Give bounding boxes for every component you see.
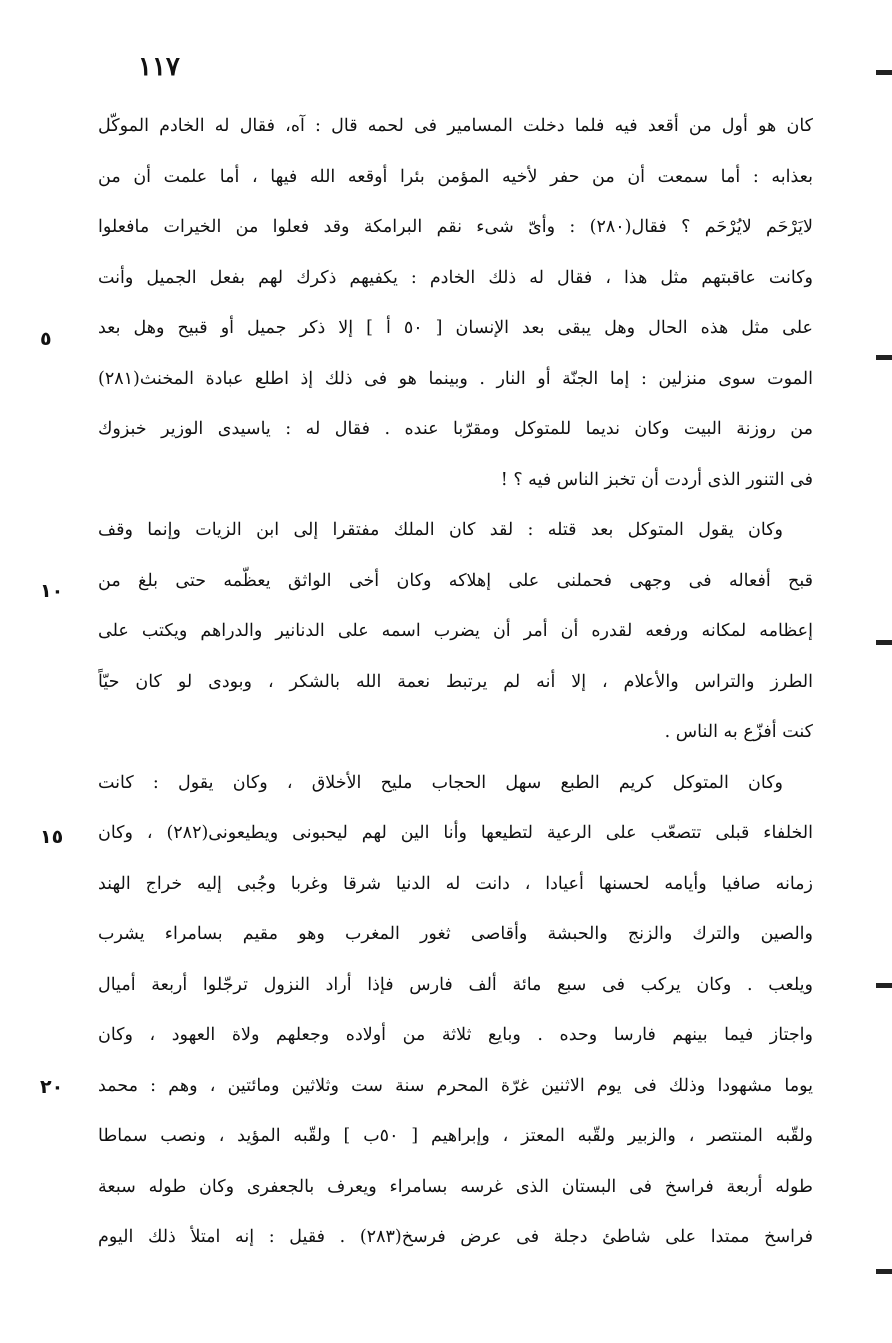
text-line: الخلفاء قبلى تتصعّب على الرعية لتطيعها وأنا الين لهم ليحبونى ويطيعونى(٢٨٢) ، وكان [98,823,813,843]
text-line: الطرز والتراس والأعلام ، إلا أنه لم يرتبط نعمة الله بالشكر ، وبودى لو كان حيّاً [98,671,813,692]
text-line: والصين والترك والزنج والحبشة وأقاصى ثغور المغرب وهو مقيم بسامراء يشرب [98,924,813,944]
text-line: طوله أربعة فراسخ فى البستان الذى غرسه بسامراء ويعرف بالجعفرى وكان طوله سبعة [98,1176,813,1197]
text-line: كنت أفزّع به الناس . [664,722,813,742]
margin-tick [876,70,892,75]
margin-tick [876,640,892,645]
line-number-20: ٢٠ [40,1076,64,1098]
text-line: واجتاز فيما بينهم فارسا وحده . وبايع ثلاثة من أولاده وجعلهم ولاة العهود ، وكان [98,1025,813,1045]
text-line: وكان المتوكل كريم الطبع سهل الحجاب مليح الأخلاق ، وكان يقول : كانت [98,772,783,793]
text-line: زمانه صافيا وأيامه لحسنها أعيادا ، دانت له الدنيا شرقا وغربا وجُبى إليه خراج الهند [98,873,813,894]
text-line: قبح أفعاله فى وجهى فحملنى على إهلاكه وكان أخى الواثق يعظّمه حتى بلغ من [98,570,813,591]
line-number-5: ٥ [40,328,52,350]
text-line: بعذابه : أما سمعت أن من حفر لأخيه المؤمن بئرا أوقعه الله فيها ، أما علمت أن من [98,166,813,187]
page-number: ١١٧ [138,52,180,82]
text-line: وكانت عاقبتهم مثل هذا ، فقال له ذلك الخادم : يكفيهم ذكرك لهم بفعل الجميل وأنت [98,267,813,288]
text-line: ولقّبه المنتصر ، والزبير ولقّبه المعتز ، وإبراهيم [ ٥٠ب ] ولقّبه المؤيد ، ونصب سماطا [98,1126,813,1146]
text-line: الموت سوى منزلين : إما الجنّة أو النار . وبينما هو فى ذلك إذ اطلع عبادة المخنث(٢٨١) [98,368,813,389]
text-line: وكان يقول المتوكل بعد قتله : لقد كان الملك مفتقرا إلى ابن الزيات وإنما وقف [98,520,783,540]
text-line: كان هو أول من أقعد فيه فلما دخلت المسامير فى لحمه قال : آه، فقال له الخادم الموكّل [98,116,813,136]
text-line: فى التنور الذى أردت أن تخبز الناس فيه ؟ ! [500,469,813,490]
text-line: من روزنة البيت وكان نديما للمتوكل ومقرّبا عنده . فقال له : ياسيدى الوزير خبزوك [98,419,813,439]
margin-tick [876,355,892,360]
paragraph-2 [98,505,813,758]
margin-tick [876,1269,892,1274]
text-line: إعظامه لمكانه ورفعه لقدره أن أمر أن يضرب اسمه على الدنانير والدراهم ويكتب على [98,621,813,641]
margin-tick [876,983,892,988]
text-line: يوما مشهودا وذلك فى يوم الاثنين غرّة المحرم سنة ست وثلاثين ومائتين ، وهم : محمد [98,1075,813,1096]
line-number-10: ١٠ [40,580,64,602]
line-number-15: ١٥ [40,826,64,848]
text-line: فراسخ ممتدا على شاطئ دجلة فى عرض فرسخ(٢٨٣) . فقيل : إنه امتلأ ذلك اليوم [98,1227,813,1247]
main-text [98,101,813,1263]
text-line: على مثل هذه الحال وهل يبقى بعد الإنسان [ ٥٠ أ ] إلا ذكر جميل أو قبيح وهل بعد [98,318,813,338]
text-line: لايَرْحَم لايُرْحَم ؟ فقال(٢٨٠) : وأىّ شىء نقم البرامكة وقد فعلوا من الخيرات مافعلوا [98,217,813,237]
text-line: ويلعب . وكان يركب فى سبع مائة ألف فارس فإذا أراد النزول ترجّلوا أربعة أميال [98,974,813,995]
paragraph-1 [98,101,813,505]
paragraph-3 [98,758,813,1263]
